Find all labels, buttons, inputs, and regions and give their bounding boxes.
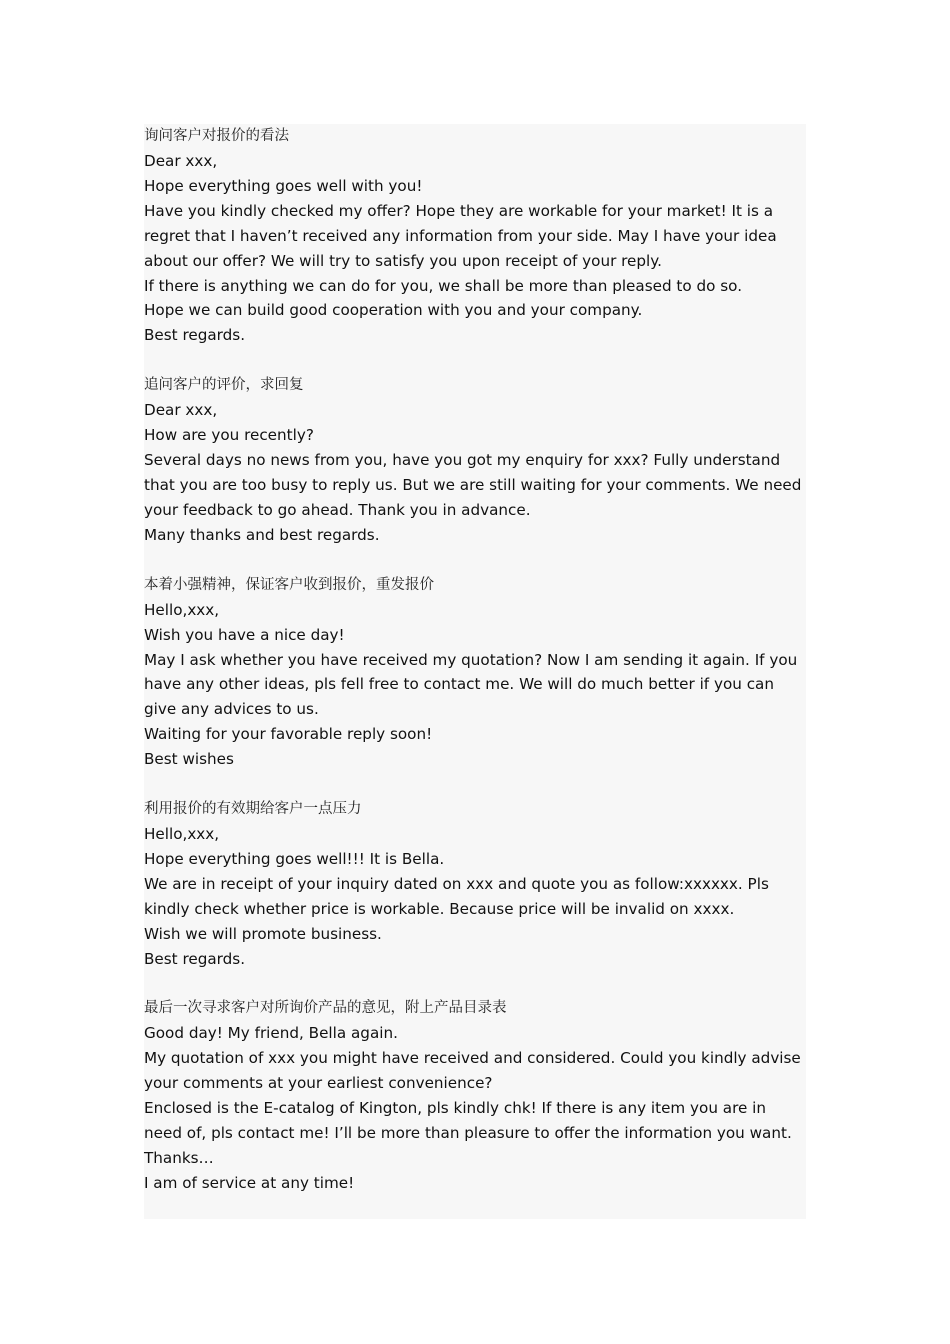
body-paragraph: May I ask whether you have received my quotation? Now I am sending it again. If you have any other ideas, pls fell free to contact me. We will do much better if you can give any advices to us. <box>144 650 798 719</box>
sign-off-line: I am of service at any time! <box>144 1173 355 1192</box>
greeting-line: Hello,xxx, <box>144 825 220 844</box>
section-title: 本着小强精神，保证客户收到报价，重发报价 <box>144 576 434 593</box>
email-template <box>144 573 806 772</box>
body-paragraph: My quotation of xxx you might have received and considered. Could you kindly advise your comments at your earliest convenience? <box>144 1049 801 1093</box>
body-line: Hope everything goes well with you! <box>144 176 423 195</box>
email-template <box>144 124 806 348</box>
sign-off-line: Best regards. <box>144 949 246 968</box>
body-line: Wish we will promote business. <box>144 924 382 943</box>
body-paragraph: Have you kindly checked my offer? Hope they are workable for your market! It is a regret that I haven’t received any information from your side. May I have your idea about our offer? We will try to satisfy you upon receipt of your reply. <box>144 201 777 270</box>
body-paragraph: Several days no news from you, have you got my enquiry for xxx? Fully understand that you are too busy to reply us. But we are still waiting for your comments. We need your feedback to go ahead. Thank you in advance. <box>144 451 802 519</box>
section-title: 最后一次寻求客户对所询价产品的意见，附上产品目录表 <box>144 1000 507 1017</box>
body-paragraph: Enclosed is the E-catalog of Kington, pls kindly chk! If there is any item you are in need of, pls contact me! I’ll be more than pleasure to offer the information you want. <box>144 1099 792 1143</box>
body-line: How are you recently? <box>144 426 314 445</box>
email-template <box>144 996 806 1195</box>
body-line: If there is anything we can do for you, we shall be more than pleased to do so. <box>144 276 743 295</box>
greeting-line: Dear xxx, <box>144 401 218 420</box>
body-line: Hope we can build good cooperation with you and your company. <box>144 301 643 320</box>
email-template-list <box>144 124 806 1196</box>
section-title: 追问客户的评价，求回复 <box>144 377 304 394</box>
section-title: 询问客户对报价的看法 <box>144 128 289 144</box>
section-title: 利用报价的有效期给客户一点压力 <box>144 801 362 818</box>
email-template <box>144 797 806 971</box>
body-line: Wish you have a nice day! <box>144 625 345 644</box>
body-line: Thanks… <box>144 1149 214 1167</box>
body-paragraph: We are in receipt of your inquiry dated on xxx and quote you as follow:xxxxxx. Pls kindly check whether price is workable. Because price will be invalid on xxxx. <box>144 874 769 918</box>
body-line: Hope everything goes well!!! It is Bella. <box>144 849 445 868</box>
email-template <box>144 373 806 547</box>
sign-off-line: Best wishes <box>144 750 234 769</box>
document-content <box>144 124 806 1219</box>
greeting-line: Hello,xxx, <box>144 600 220 619</box>
sign-off-line: Many thanks and best regards. <box>144 525 380 544</box>
sign-off-line: Best regards. <box>144 326 246 345</box>
body-line: Waiting for your favorable reply soon! <box>144 725 433 744</box>
greeting-line: Dear xxx, <box>144 152 218 170</box>
greeting-line: Good day! My friend, Bella again. <box>144 1024 398 1043</box>
